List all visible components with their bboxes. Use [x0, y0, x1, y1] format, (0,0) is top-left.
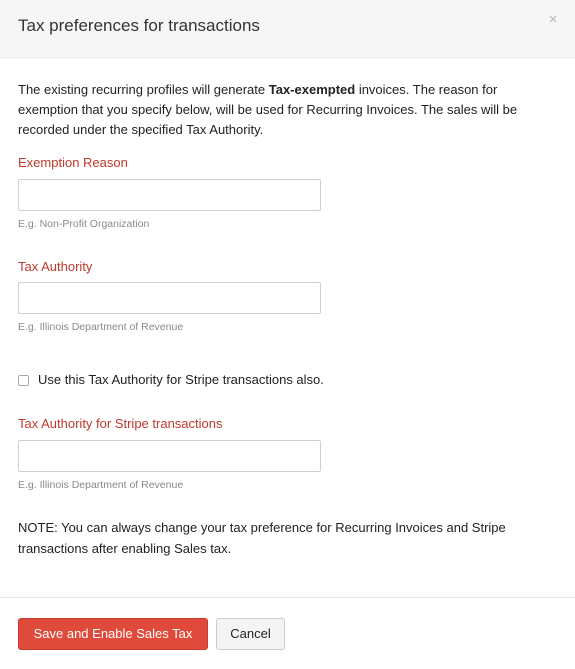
stripe-checkbox-row[interactable] [18, 371, 324, 389]
exemption-reason-hint: E.g. Non-Profit Organization [18, 218, 150, 230]
modal-header [0, 0, 575, 58]
stripe-checkbox-label[interactable]: Use this Tax Authority for Stripe transactions also. [38, 372, 324, 387]
exemption-reason-input[interactable] [18, 179, 321, 211]
save-enable-sales-tax-button[interactable]: Save and Enable Sales Tax [18, 618, 208, 650]
tax-authority-hint: E.g. Illinois Department of Revenue [18, 321, 184, 333]
stripe-tax-authority-hint: E.g. Illinois Department of Revenue [18, 479, 184, 491]
intro-text-bold: Tax-exempted [268, 82, 356, 97]
footer-divider [0, 597, 575, 598]
stripe-tax-authority-input[interactable] [18, 440, 321, 472]
note-text: NOTE: You can always change your tax preference for Recurring Invoices and Stripe transactions after enabling Sales tax. [18, 520, 506, 556]
stripe-tax-authority-label: Tax Authority for Stripe transactions [18, 416, 223, 431]
intro-text-part2: invoices. The reason for exemption that you specify below, will be used for Recurring Invoices. The sales will be recorded under the specified Tax Authority. [18, 82, 518, 137]
intro-text [18, 80, 558, 140]
stripe-checkbox[interactable] [18, 375, 29, 386]
exemption-reason-label: Exemption Reason [18, 155, 128, 170]
tax-authority-label: Tax Authority [18, 259, 93, 274]
close-icon[interactable]: × [548, 11, 558, 28]
cancel-button[interactable]: Cancel [216, 618, 285, 650]
tax-authority-input[interactable] [18, 282, 321, 314]
intro-text-part1: The existing recurring profiles will generate [18, 82, 269, 97]
modal-title: Tax preferences for transactions [18, 16, 260, 35]
